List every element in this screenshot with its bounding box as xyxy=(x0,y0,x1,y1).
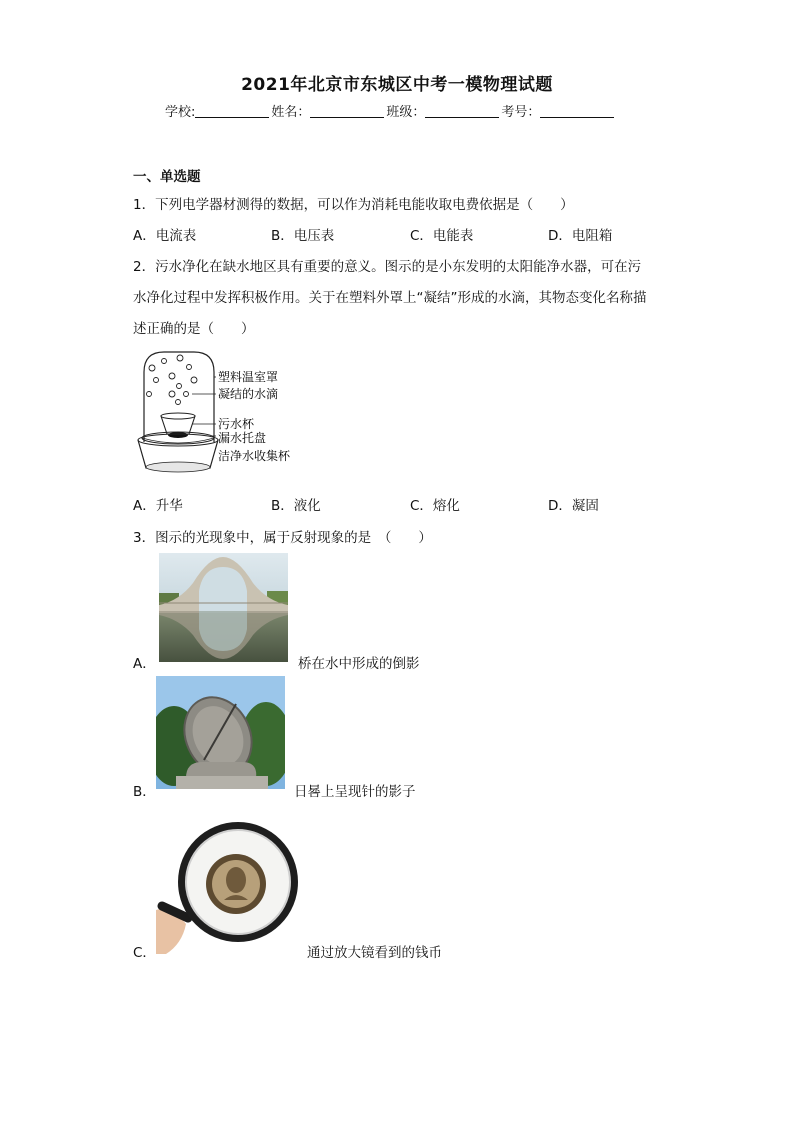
sundial-photo xyxy=(156,676,285,789)
q2-option-b: B．液化 xyxy=(271,498,321,514)
label-plastic-dome: 塑料温室罩 xyxy=(218,370,279,384)
school-label: 学校: xyxy=(165,105,196,120)
student-info-line xyxy=(165,101,616,120)
q1-option-c: C．电能表 xyxy=(410,228,474,244)
school-blank xyxy=(195,105,269,118)
question-2-line-3: 述正确的是（ ） xyxy=(133,321,255,337)
q1-option-a: A．电流表 xyxy=(133,228,197,244)
label-drip-tray: 漏水托盘 xyxy=(218,431,267,445)
q2-option-d: D．凝固 xyxy=(548,498,599,514)
class-label: 班级： xyxy=(386,105,426,120)
q3-option-b-letter: B． xyxy=(133,784,156,800)
q3-option-c-caption: 通过放大镜看到的钱币 xyxy=(307,945,442,961)
question-3-text: 3．图示的光现象中，属于反射现象的是 （ ） xyxy=(133,530,432,546)
bridge-reflection-photo xyxy=(159,553,288,662)
q3-option-c-letter: C． xyxy=(133,945,156,961)
question-2-line-2: 水净化过程中发挥积极作用。关于在塑料外罩上“凝结”形成的水滴，其物态变化名称描 xyxy=(133,290,647,306)
exam-no-label: 考号： xyxy=(501,105,541,120)
name-blank xyxy=(310,105,384,118)
question-2-line-1: 2．污水净化在缺水地区具有重要的意义。图示的是小东发明的太阳能净水器，可在污 xyxy=(133,259,642,275)
q3-option-a-caption: 桥在水中形成的倒影 xyxy=(298,656,420,672)
q3-option-b-caption: 日晷上呈现针的影子 xyxy=(294,784,416,800)
label-condensed-droplets: 凝结的水滴 xyxy=(218,387,279,401)
magnifier-coin-photo xyxy=(156,814,299,954)
solar-water-purifier-diagram xyxy=(134,350,314,480)
exam-no-blank xyxy=(540,105,614,118)
q1-option-d: D．电阻箱 xyxy=(548,228,613,244)
q2-option-c: C．熔化 xyxy=(410,498,460,514)
section-title: 一、单选题 xyxy=(133,169,201,185)
label-collection-cup: 洁净水收集杯 xyxy=(218,449,291,463)
q2-option-a: A．升华 xyxy=(133,498,183,514)
class-blank xyxy=(425,105,499,118)
q1-option-b: B．电压表 xyxy=(271,228,335,244)
water-droplets xyxy=(147,355,198,405)
question-1-text: 1．下列电学器材测得的数据，可以作为消耗电能收取电费依据是（ ） xyxy=(133,197,574,213)
page-title: 2021年北京市东城区中考一模物理试题 xyxy=(241,75,553,95)
q3-option-a-letter: A． xyxy=(133,656,156,672)
label-sewage-cup: 污水杯 xyxy=(218,417,255,431)
name-label: 姓名： xyxy=(271,105,311,120)
